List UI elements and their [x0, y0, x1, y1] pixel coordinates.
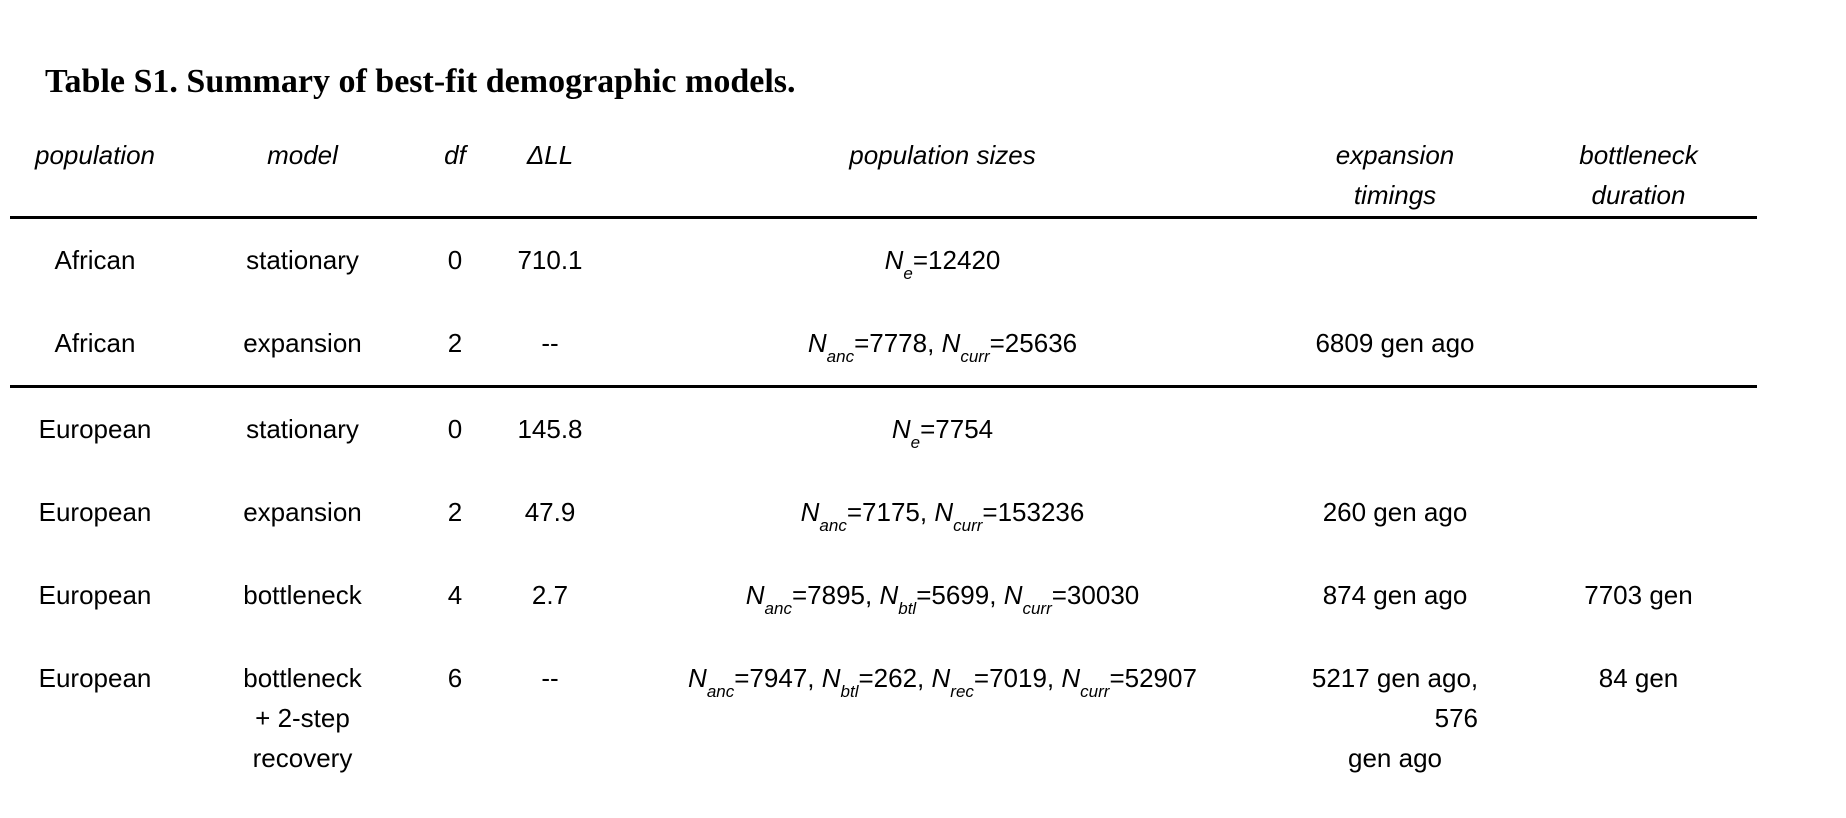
size-subscript: rec [950, 681, 974, 701]
cell-model: stationary [246, 244, 359, 275]
size-value: =12420 [912, 244, 1001, 275]
cell-df: 0 [447, 413, 463, 444]
size-subscript: curr [960, 346, 990, 366]
cell-expansion-timings [1270, 302, 1520, 387]
cell-population: European [38, 579, 152, 610]
demographic-models-table [10, 115, 1757, 778]
cell-expansion-timings [1270, 637, 1520, 778]
size-value: =5699, [916, 579, 1004, 610]
size-value: =7947, [734, 662, 822, 693]
size-subscript: anc [826, 346, 855, 366]
cell-df: 4 [447, 579, 463, 610]
header-bottleneck-duration: bottleneck duration [1520, 115, 1757, 217]
cell-population-sizes [615, 386, 1270, 471]
timing-line: 260 gen ago [1322, 496, 1468, 527]
size-subscript: btl [898, 598, 917, 618]
size-symbol: N [1061, 662, 1081, 693]
size-symbol: N [688, 662, 707, 693]
size-symbol: N [807, 327, 827, 358]
size-subscript: anc [706, 681, 735, 701]
size-value: =25636 [989, 327, 1078, 358]
cell-delta-ll: 2.7 [531, 579, 569, 610]
size-value: =153236 [982, 496, 1085, 527]
cell-population-sizes [615, 302, 1270, 387]
size-subscript: btl [840, 681, 859, 701]
cell-population-sizes [615, 217, 1270, 302]
timing-line: 576 [1434, 702, 1478, 733]
cell-delta-ll: -- [541, 662, 559, 693]
cell-model: expansion [180, 302, 425, 387]
cell-population-sizes [615, 554, 1270, 637]
header-row [10, 115, 1757, 217]
cell-df: 0 [447, 244, 463, 275]
size-symbol: N [934, 496, 954, 527]
header-expansion-timings: expansion timings [1270, 115, 1520, 217]
cell-expansion-timings [1270, 217, 1520, 302]
cell-df: 2 [425, 302, 485, 387]
cell-population: African [10, 302, 180, 387]
cell-expansion-timings [1270, 554, 1520, 637]
size-value: =7778, [854, 327, 942, 358]
header-delta-ll: ΔLL [485, 115, 615, 217]
size-symbol: N [879, 579, 899, 610]
size-symbol: N [745, 579, 765, 610]
timing-line: 874 gen ago [1322, 579, 1468, 610]
cell-delta-ll: 145.8 [517, 413, 583, 444]
size-value: =262, [858, 662, 932, 693]
cell-population-sizes [615, 471, 1270, 554]
cell-df: 6 [447, 662, 463, 693]
size-value: =52907 [1109, 662, 1197, 693]
size-symbol: N [891, 413, 911, 444]
cell-model: expansion [243, 496, 362, 527]
table-row [10, 637, 1757, 778]
cell-bottleneck-duration [1520, 471, 1757, 554]
timing-line: 5217 gen ago, [1311, 662, 1479, 693]
cell-population: European [38, 413, 152, 444]
size-value: =30030 [1051, 579, 1140, 610]
cell-delta-ll: -- [485, 302, 615, 387]
cell-population-sizes [615, 637, 1270, 778]
cell-df: 2 [447, 496, 463, 527]
size-subscript: curr [1080, 681, 1110, 701]
size-subscript: curr [1022, 598, 1052, 618]
timing-line: gen ago [1348, 742, 1442, 773]
header-model: model [180, 115, 425, 217]
size-subscript: e [910, 432, 921, 452]
cell-population: European [38, 496, 152, 527]
size-symbol: N [941, 327, 961, 358]
size-symbol: N [1003, 579, 1023, 610]
table-row [10, 302, 1757, 387]
size-symbol: N [884, 244, 904, 275]
table-row [10, 471, 1757, 554]
table-row [10, 554, 1757, 637]
header-population: population [10, 115, 180, 217]
cell-expansion-timings [1270, 471, 1520, 554]
size-value: =7754 [920, 413, 994, 444]
cell-model: bottleneck + 2-step recovery [243, 662, 362, 773]
timing-line: 6809 gen ago [1315, 327, 1475, 358]
size-subscript: anc [819, 515, 847, 535]
table-row [10, 217, 1757, 302]
cell-bottleneck-duration: 7703 gen [1584, 579, 1693, 610]
size-value: =7895, [791, 579, 880, 610]
cell-bottleneck-duration [1520, 217, 1757, 302]
table-caption: Table S1. Summary of best-fit demographic models. [45, 63, 796, 100]
cell-bottleneck-duration [1520, 386, 1757, 471]
cell-population: European [38, 662, 152, 693]
header-population-sizes: population sizes [615, 115, 1270, 217]
size-value: =7019, [973, 662, 1062, 693]
cell-delta-ll: 710.1 [517, 244, 583, 275]
cell-population: African [54, 244, 136, 275]
cell-expansion-timings [1270, 386, 1520, 471]
cell-delta-ll: 47.9 [524, 496, 576, 527]
size-symbol: N [931, 662, 951, 693]
size-symbol: N [800, 496, 820, 527]
cell-bottleneck-duration: 84 gen [1598, 662, 1679, 693]
cell-model: bottleneck [243, 579, 362, 610]
size-subscript: e [903, 263, 913, 283]
cell-model: stationary [246, 413, 359, 444]
table-row [10, 386, 1757, 471]
size-value: =7175, [846, 496, 935, 527]
size-symbol: N [821, 662, 841, 693]
header-df: df [425, 115, 485, 217]
cell-bottleneck-duration [1520, 302, 1757, 387]
size-subscript: anc [764, 598, 792, 618]
size-subscript: curr [953, 515, 983, 535]
